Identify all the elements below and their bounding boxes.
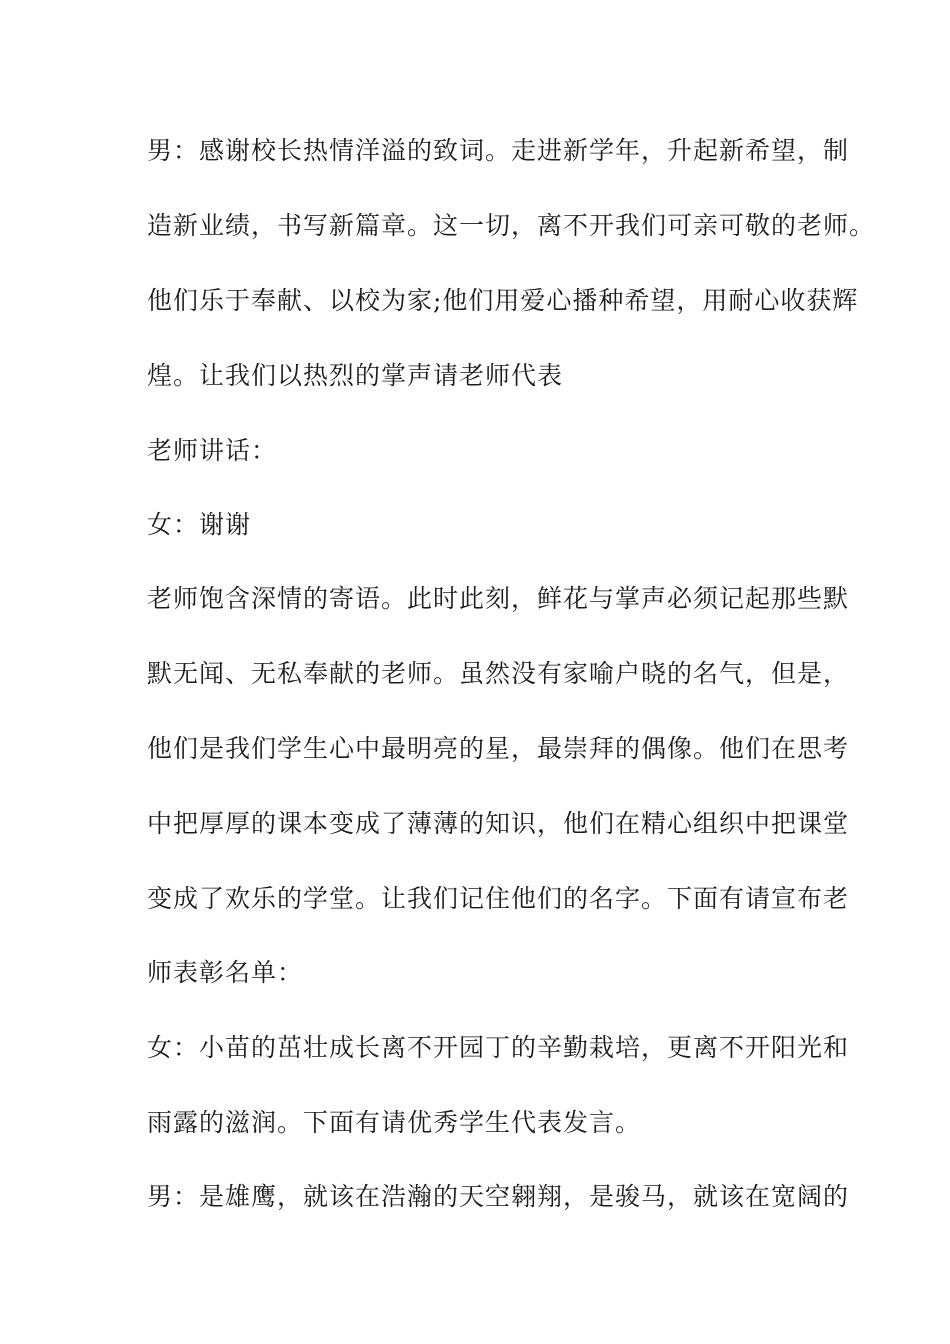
text-line: 煌。让我们以热烈的掌声请老师代表 — [147, 361, 564, 390]
text-line: 变成了欢乐的学堂。让我们记住他们的名字。下面有请宣布老 — [147, 884, 850, 913]
text-line: 男：是雄鹰，就该在浩瀚的天空翱翔，是骏马，就该在宽阔的 — [147, 1182, 850, 1211]
text-line: 他们是我们学生心中最明亮的星，最崇拜的偶像。他们在思考 — [147, 734, 850, 763]
text-line: 老师讲话： — [147, 436, 278, 465]
text-line: 男：感谢校长热情洋溢的致词。走进新学年，升起新希望，制 — [147, 136, 850, 165]
text-line: 女：小苗的茁壮成长离不开园丁的辛勤栽培，更离不开阳光和 — [147, 1033, 850, 1062]
text-line: 默无闻、无私奉献的老师。虽然没有家喻户晓的名气，但是， — [147, 659, 850, 688]
text-line: 老师饱含深情的寄语。此时此刻，鲜花与掌声必须记起那些默 — [147, 584, 850, 613]
text-line: 女：谢谢 — [147, 510, 252, 539]
text-line: 雨露的滋润。下面有请优秀学生代表发言。 — [147, 1108, 642, 1137]
text-line: 中把厚厚的课本变成了薄薄的知识，他们在精心组织中把课堂 — [147, 809, 850, 838]
text-line: 师表彰名单： — [147, 958, 304, 987]
text-line: 他们乐于奉献、以校为家;他们用爱心播种希望，用耐心收获辉 — [147, 286, 859, 315]
text-line: 造新业绩，书写新篇章。这一切，离不开我们可亲可敬的老师。 — [147, 211, 876, 240]
